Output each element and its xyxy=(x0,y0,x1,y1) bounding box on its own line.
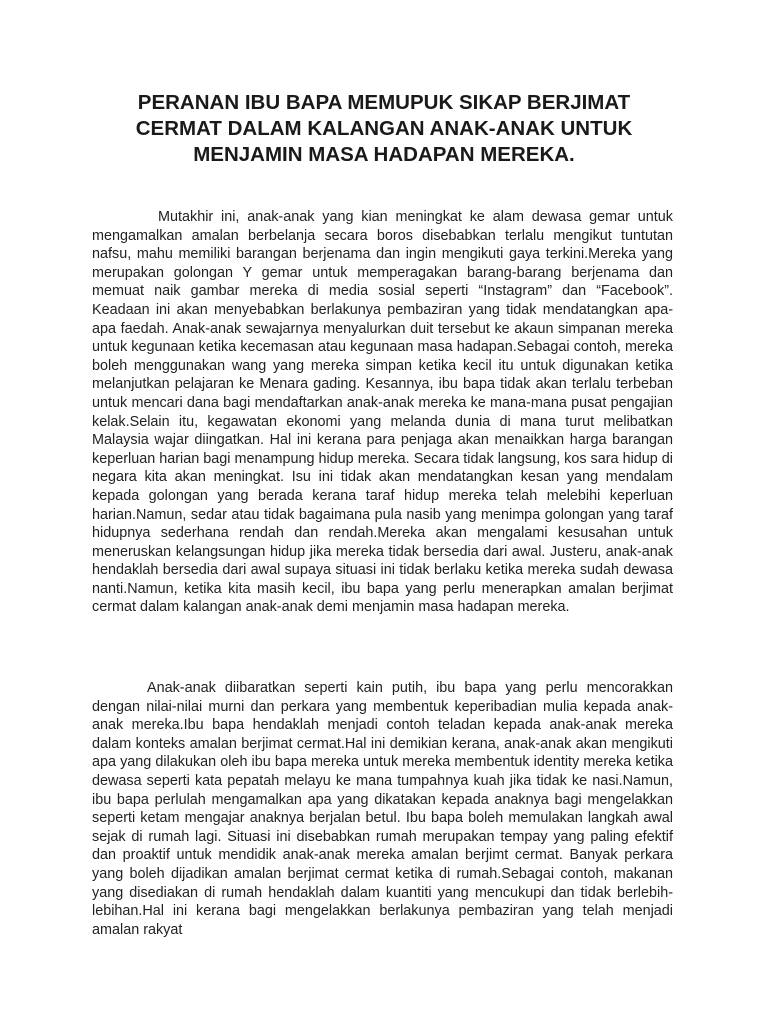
paragraph-1: Mutakhir ini, anak-anak yang kian meningkat ke alam dewasa gemar untuk mengamalkan amalan berbelanja secara boros disebabkan terlalu mengikut tuntutan nafsu, mahu memiliki barangan berjenama dan ingin mengikuti gaya terkini.Mereka yang merupakan golongan Y gemar untuk memperagakan barang-barang berjenama dan memuat naik gambar mereka di media sosial seperti “Instagram” dan “Facebook”. Keadaan ini akan menyebabkan berlakunya pembaziran yang tidak mendatangkan apa-apa faedah. Anak-anak sewajarnya menyalurkan duit tersebut ke akaun simpanan mereka untuk kegunaan ketika kecemasan atau kegunaan masa hadapan.Sebagai contoh, mereka boleh menggunakan wang yang mereka simpan ketika kecil itu untuk digunakan ketika melanjutkan pelajaran ke Menara gading. Kesannya, ibu bapa tidak akan terlalu terbeban untuk mencari dana bagi mendaftarkan anak-anak mereka ke mana-mana pusat pengajian kelak.Selain itu, kegawatan ekonomi yang melanda dunia di mana turut melibatkan Malaysia wajar diingatkan. Hal ini kerana para penjaga akan menaikkan harga barangan keperluan harian bagi menampung hidup mereka. Secara tidak langsung, kos sara hidup di negara kita akan meningkat. Isu ini tidak akan mendatangkan kesan yang mendalam kepada golongan yang berada kerana taraf hidup mereka telah melebihi keperluan harian.Namun, sedar atau tidak bagaimana pula nasib yang menimpa golongan yang taraf hidupnya sederhana rendah dan rendah.Mereka akan mengalami kesusahan untuk meneruskan kelangsungan hidup jika mereka tidak bersedia dari awal. Justeru, anak-anak hendaklah bersedia dari awal supaya situasi ini tidak berlaku ketika mereka sudah dewasa nanti.Namun, ketika kita masih kecil, ibu bapa yang perlu menerapkan amalan berjimat cermat dalam kalangan anak-anak demi menjamin masa hadapan mereka. xyxy=(92,209,673,616)
paragraph-2: Anak-anak diibaratkan seperti kain putih, ibu bapa yang perlu mencorakkan dengan nilai-nilai murni dan perkara yang membentuk keperibadian mulia kepada anak-anak mereka.Ibu bapa hendaklah menjadi contoh teladan kepada anak-anak mereka dalam konteks amalan berjimat cermat.Hal ini demikian kerana, anak-anak akan mengikuti apa yang dilakukan oleh ibu bapa mereka untuk mereka membentuk identity mereka ketika dewasa seperti kata pepatah melayu ke mana tumpahnya kuah jika tidak ke nasi.Namun, ibu bapa perlulah mengamalkan apa yang dikatakan kepada anaknya bagi mengelakkan seperti ketam mengajar anaknya berjalan betul. Ibu bapa boleh memulakan langkah awal sejak di rumah lagi. Situasi ini disebabkan rumah merupakan tempay yang paling efektif dan proaktif untuk mendidik anak-anak mereka amalan berjimt cermat. Banyak perkara yang boleh dijadikan amalan berjimat cermat ketika di rumah.Sebagai contoh, makanan yang disediakan di rumah hendaklah dalam kuantiti yang mencukupi dan tidak berlebih-lebihan.Hal ini kerana bagi mengelakkan berlakunya pembaziran yang telah menjadi amalan rakyat xyxy=(92,680,673,938)
document-title: PERANAN IBU BAPA MEMUPUK SIKAP BERJIMAT CERMAT DALAM KALANGAN ANAK-ANAK UNTUK MENJAMIN MASA HADAPAN MEREKA. xyxy=(135,91,633,166)
